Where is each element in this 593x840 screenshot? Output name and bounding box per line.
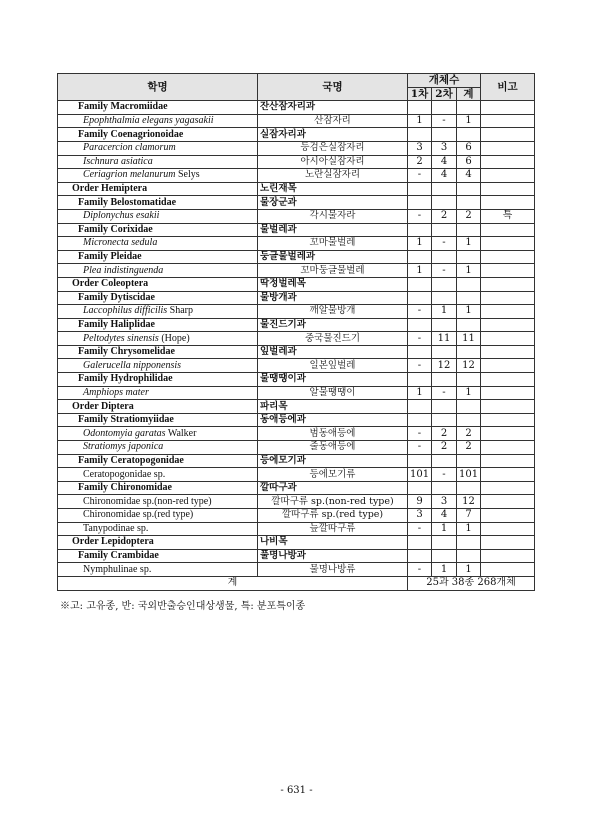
scientific-name: Family Crambidae: [78, 550, 159, 562]
first-count-cell: 1: [408, 264, 432, 278]
header-total: 계: [457, 87, 481, 101]
total-summary: 25과 38종 268개체: [408, 576, 535, 590]
note-cell: [481, 509, 535, 523]
second-count-cell: [432, 373, 457, 387]
scientific-name-cell: [58, 128, 258, 142]
scientific-name: Family Ceratopogonidae: [78, 454, 184, 466]
total-count-cell: [457, 400, 481, 414]
korean-name-cell: 등에모기류: [258, 468, 408, 482]
table-header: [58, 74, 535, 101]
scientific-name-cell: [58, 332, 258, 346]
second-count-cell: [432, 196, 457, 210]
species-row: [58, 264, 535, 278]
scientific-name: Family Stratiomyiidae: [78, 414, 174, 426]
first-count-cell: -: [408, 563, 432, 577]
header-second-survey: 2차: [432, 87, 457, 101]
scientific-name-cell: [58, 522, 258, 536]
order-row: [58, 536, 535, 550]
first-count-cell: [408, 400, 432, 414]
scientific-name: Family Haliplidae: [78, 318, 155, 330]
total-count-cell: [457, 128, 481, 142]
scientific-name-cell: [58, 318, 258, 332]
note-cell: [481, 250, 535, 264]
first-count-cell: [408, 182, 432, 196]
total-count-cell: [457, 318, 481, 332]
korean-name-cell: 나비목: [258, 536, 408, 550]
scientific-name-cell: [58, 481, 258, 495]
first-count-cell: [408, 128, 432, 142]
scientific-name-cell: [58, 155, 258, 169]
note-cell: [481, 522, 535, 536]
second-count-cell: 12: [432, 359, 457, 373]
order-row: [58, 277, 535, 291]
second-count-cell: [432, 101, 457, 115]
scientific-name: Order Lepidoptera: [72, 536, 154, 548]
scientific-name: Order Diptera: [72, 400, 134, 412]
scientific-name: Laccophilus difficilis: [83, 305, 168, 317]
scientific-name: Tanypodinae sp.: [83, 522, 149, 534]
note-cell: [481, 345, 535, 359]
total-count-cell: [457, 536, 481, 550]
species-row: [58, 495, 535, 509]
species-row: [58, 386, 535, 400]
korean-name-cell: 물장군과: [258, 196, 408, 210]
order-row: [58, 400, 535, 414]
korean-name-cell: 꼬마물벌레: [258, 237, 408, 251]
korean-name-cell: 딱정벌레목: [258, 277, 408, 291]
second-count-cell: [432, 345, 457, 359]
scientific-name-cell: [58, 549, 258, 563]
total-count-cell: 6: [457, 155, 481, 169]
scientific-name: Amphiops mater: [83, 386, 149, 398]
scientific-name-cell: [58, 345, 258, 359]
author-name: Selys: [175, 169, 200, 181]
note-cell: [481, 373, 535, 387]
family-row: [58, 481, 535, 495]
first-count-cell: [408, 277, 432, 291]
note-cell: [481, 128, 535, 142]
header-first-survey: 1차: [408, 87, 432, 101]
note-cell: [481, 223, 535, 237]
total-count-cell: 7: [457, 509, 481, 523]
first-count-cell: [408, 345, 432, 359]
first-count-cell: 9: [408, 495, 432, 509]
total-count-cell: 12: [457, 495, 481, 509]
scientific-name-cell: [58, 223, 258, 237]
scientific-name-cell: [58, 101, 258, 115]
second-count-cell: -: [432, 114, 457, 128]
family-row: [58, 250, 535, 264]
family-row: [58, 318, 535, 332]
total-count-cell: 1: [457, 563, 481, 577]
note-cell: [481, 155, 535, 169]
scientific-name: Nymphulinae sp.: [83, 563, 152, 575]
family-row: [58, 128, 535, 142]
total-count-cell: 1: [457, 386, 481, 400]
species-row: [58, 141, 535, 155]
table-body: [58, 101, 535, 577]
total-count-cell: [457, 454, 481, 468]
total-count-cell: 11: [457, 332, 481, 346]
scientific-name: Family Coenagrionoidae: [78, 128, 184, 140]
second-count-cell: 3: [432, 141, 457, 155]
scientific-name: Family Corixidae: [78, 223, 153, 235]
scientific-name-cell: [58, 495, 258, 509]
korean-name-cell: 둥글물벌레과: [258, 250, 408, 264]
note-cell: [481, 427, 535, 441]
second-count-cell: [432, 128, 457, 142]
korean-name-cell: 잔산잠자리과: [258, 101, 408, 115]
scientific-name-cell: [58, 250, 258, 264]
korean-name-cell: 중국물진드기: [258, 332, 408, 346]
species-row: [58, 441, 535, 455]
scientific-name: Family Belostomatidae: [78, 196, 177, 208]
second-count-cell: [432, 223, 457, 237]
total-count-cell: [457, 101, 481, 115]
scientific-name-cell: [58, 196, 258, 210]
first-count-cell: 3: [408, 509, 432, 523]
note-cell: [481, 400, 535, 414]
second-count-cell: 1: [432, 522, 457, 536]
total-count-cell: [457, 413, 481, 427]
species-row: [58, 305, 535, 319]
korean-name-cell: 알물땡땡이: [258, 386, 408, 400]
second-count-cell: 2: [432, 427, 457, 441]
korean-name-cell: 각시물자라: [258, 209, 408, 223]
korean-name-cell: 노란실잠자리: [258, 169, 408, 183]
korean-name-cell: 꼬마둥글물벌레: [258, 264, 408, 278]
korean-name-cell: 물명나방류: [258, 563, 408, 577]
total-count-cell: [457, 182, 481, 196]
second-count-cell: 4: [432, 509, 457, 523]
species-row: [58, 237, 535, 251]
second-count-cell: -: [432, 264, 457, 278]
korean-name-cell: 범동애등에: [258, 427, 408, 441]
scientific-name: Order Coleoptera: [72, 278, 149, 290]
korean-name-cell: 동애등에과: [258, 413, 408, 427]
korean-name-cell: 등에모기과: [258, 454, 408, 468]
scientific-name-cell: [58, 441, 258, 455]
second-count-cell: -: [432, 237, 457, 251]
scientific-name: Plea indistinguenda: [83, 264, 164, 276]
second-count-cell: [432, 291, 457, 305]
total-count-cell: 2: [457, 441, 481, 455]
korean-name-cell: 등검은실잠자리: [258, 141, 408, 155]
note-cell: [481, 196, 535, 210]
family-row: [58, 413, 535, 427]
first-count-cell: 1: [408, 114, 432, 128]
scientific-name-cell: [58, 427, 258, 441]
scientific-name: Ischnura asiatica: [83, 155, 153, 167]
korean-name-cell: 실잠자리과: [258, 128, 408, 142]
header-note: 비고: [481, 74, 535, 101]
second-count-cell: -: [432, 386, 457, 400]
scientific-name-cell: [58, 291, 258, 305]
scientific-name: Ceratopogonidae sp.: [83, 468, 166, 480]
species-row: [58, 209, 535, 223]
scientific-name: Paracercion clamorum: [83, 142, 176, 154]
scientific-name-cell: [58, 277, 258, 291]
family-row: [58, 345, 535, 359]
scientific-name-cell: [58, 359, 258, 373]
family-row: [58, 549, 535, 563]
second-count-cell: [432, 481, 457, 495]
total-count-cell: 1: [457, 264, 481, 278]
second-count-cell: 4: [432, 155, 457, 169]
first-count-cell: -: [408, 305, 432, 319]
scientific-name: Diplonychus esakii: [83, 210, 160, 222]
note-cell: [481, 318, 535, 332]
family-row: [58, 291, 535, 305]
first-count-cell: [408, 291, 432, 305]
second-count-cell: 4: [432, 169, 457, 183]
scientific-name: Peltodytes sinensis: [83, 332, 159, 344]
first-count-cell: -: [408, 522, 432, 536]
first-count-cell: 2: [408, 155, 432, 169]
scientific-name: Family Hydrophilidae: [78, 373, 173, 385]
scientific-name-cell: [58, 400, 258, 414]
note-cell: [481, 386, 535, 400]
second-count-cell: 2: [432, 209, 457, 223]
scientific-name: Epophthalmia elegans yagasakii: [83, 115, 214, 127]
second-count-cell: [432, 454, 457, 468]
note-cell: [481, 413, 535, 427]
scientific-name: Family Chrysomelidae: [78, 346, 175, 358]
total-count-cell: 2: [457, 209, 481, 223]
scientific-name-cell: [58, 373, 258, 387]
first-count-cell: [408, 373, 432, 387]
note-cell: [481, 264, 535, 278]
family-row: [58, 196, 535, 210]
first-count-cell: -: [408, 209, 432, 223]
total-count-cell: 1: [457, 237, 481, 251]
scientific-name: Odontomyia garatas: [83, 427, 166, 439]
korean-name-cell: 잎벌레과: [258, 345, 408, 359]
scientific-name-cell: [58, 413, 258, 427]
scientific-name: Order Hemiptera: [72, 183, 148, 195]
first-count-cell: [408, 250, 432, 264]
scientific-name-cell: [58, 237, 258, 251]
scientific-name-cell: [58, 468, 258, 482]
korean-name-cell: 아시아실잠자리: [258, 155, 408, 169]
note-cell: [481, 563, 535, 577]
total-count-cell: [457, 196, 481, 210]
note-cell: [481, 359, 535, 373]
korean-name-cell: 늪깔따구류: [258, 522, 408, 536]
author-name: Sharp: [167, 305, 194, 317]
first-count-cell: [408, 549, 432, 563]
korean-name-cell: 깨알물방개: [258, 305, 408, 319]
first-count-cell: -: [408, 427, 432, 441]
species-row: [58, 169, 535, 183]
note-cell: [481, 536, 535, 550]
total-count-cell: 6: [457, 141, 481, 155]
family-row: [58, 101, 535, 115]
scientific-name: Family Pleidae: [78, 251, 142, 263]
korean-name-cell: 노린재목: [258, 182, 408, 196]
note-cell: [481, 277, 535, 291]
total-label: 계: [58, 576, 408, 590]
total-count-cell: [457, 345, 481, 359]
species-table: [57, 73, 535, 591]
first-count-cell: [408, 196, 432, 210]
species-row: [58, 114, 535, 128]
species-row: [58, 468, 535, 482]
korean-name-cell: 물벌레과: [258, 223, 408, 237]
total-count-cell: 1: [457, 522, 481, 536]
author-name: Walker: [165, 427, 197, 439]
header-korean-name: 국명: [258, 74, 408, 101]
scientific-name-cell: [58, 182, 258, 196]
first-count-cell: [408, 101, 432, 115]
total-count-cell: [457, 223, 481, 237]
second-count-cell: 11: [432, 332, 457, 346]
total-row: [58, 576, 535, 590]
scientific-name: Ceriagrion melanurum: [83, 169, 176, 181]
korean-name-cell: 깔따구류 sp.(non-red type): [258, 495, 408, 509]
first-count-cell: [408, 536, 432, 550]
note-cell: [481, 549, 535, 563]
scientific-name-cell: [58, 454, 258, 468]
note-cell: [481, 332, 535, 346]
first-count-cell: [408, 413, 432, 427]
scientific-name-cell: [58, 305, 258, 319]
first-count-cell: [408, 318, 432, 332]
total-count-cell: [457, 277, 481, 291]
total-count-cell: [457, 250, 481, 264]
korean-name-cell: 줄동애등에: [258, 441, 408, 455]
note-cell: [481, 481, 535, 495]
second-count-cell: 1: [432, 563, 457, 577]
species-row: [58, 509, 535, 523]
second-count-cell: 2: [432, 441, 457, 455]
first-count-cell: [408, 223, 432, 237]
scientific-name-cell: [58, 509, 258, 523]
total-count-cell: [457, 291, 481, 305]
species-row: [58, 359, 535, 373]
order-row: [58, 182, 535, 196]
second-count-cell: -: [432, 468, 457, 482]
scientific-name-cell: [58, 264, 258, 278]
second-count-cell: 3: [432, 495, 457, 509]
second-count-cell: [432, 549, 457, 563]
second-count-cell: [432, 250, 457, 264]
note-cell: [481, 291, 535, 305]
scientific-name-cell: [58, 114, 258, 128]
footnote: ※고: 고유종, 반: 국외반출승인대상생물, 특: 분포특이종: [60, 601, 306, 612]
scientific-name-cell: [58, 169, 258, 183]
note-cell: [481, 468, 535, 482]
scientific-name-cell: [58, 563, 258, 577]
first-count-cell: -: [408, 332, 432, 346]
species-row: [58, 332, 535, 346]
second-count-cell: [432, 182, 457, 196]
note-cell: [481, 141, 535, 155]
species-row: [58, 155, 535, 169]
second-count-cell: 1: [432, 305, 457, 319]
second-count-cell: [432, 536, 457, 550]
korean-name-cell: 깔따구류 sp.(red type): [258, 509, 408, 523]
scientific-name-cell: [58, 141, 258, 155]
scientific-name: Galerucella nipponensis: [83, 359, 182, 371]
note-cell: [481, 495, 535, 509]
header-individual-count: 개체수: [408, 74, 481, 88]
total-count-cell: 1: [457, 305, 481, 319]
note-cell: [481, 441, 535, 455]
korean-name-cell: 풀명나방과: [258, 549, 408, 563]
second-count-cell: [432, 400, 457, 414]
second-count-cell: [432, 318, 457, 332]
first-count-cell: -: [408, 441, 432, 455]
total-count-cell: [457, 481, 481, 495]
korean-name-cell: 깔따구과: [258, 481, 408, 495]
korean-name-cell: 물방개과: [258, 291, 408, 305]
scientific-name: Chironomidae sp.(non-red type): [83, 495, 212, 507]
first-count-cell: 101: [408, 468, 432, 482]
scientific-name: Family Dytiscidae: [78, 291, 155, 303]
note-cell: [481, 305, 535, 319]
species-row: [58, 427, 535, 441]
scientific-name: Family Macromiidae: [78, 101, 168, 113]
first-count-cell: 1: [408, 386, 432, 400]
family-row: [58, 454, 535, 468]
species-row: [58, 563, 535, 577]
note-cell: [481, 237, 535, 251]
scientific-name-cell: [58, 536, 258, 550]
second-count-cell: [432, 413, 457, 427]
page-number: - 631 -: [280, 785, 313, 796]
author-name: (Hope): [158, 332, 190, 344]
first-count-cell: -: [408, 359, 432, 373]
note-cell: [481, 454, 535, 468]
first-count-cell: [408, 481, 432, 495]
total-count-cell: 2: [457, 427, 481, 441]
family-row: [58, 223, 535, 237]
header-scientific-name: 학명: [58, 74, 258, 101]
note-cell: [481, 101, 535, 115]
total-count-cell: 101: [457, 468, 481, 482]
korean-name-cell: 산잠자리: [258, 114, 408, 128]
note-cell: [481, 114, 535, 128]
scientific-name-cell: [58, 209, 258, 223]
scientific-name: Family Chironomidae: [78, 482, 172, 494]
family-row: [58, 373, 535, 387]
scientific-name: Micronecta sedula: [83, 237, 158, 249]
total-count-cell: [457, 373, 481, 387]
note-cell: [481, 182, 535, 196]
korean-name-cell: 파리목: [258, 400, 408, 414]
korean-name-cell: 일본잎벌레: [258, 359, 408, 373]
first-count-cell: 1: [408, 237, 432, 251]
note-cell: [481, 169, 535, 183]
scientific-name: Chironomidae sp.(red type): [83, 509, 194, 521]
total-count-cell: 4: [457, 169, 481, 183]
total-count-cell: 12: [457, 359, 481, 373]
first-count-cell: [408, 454, 432, 468]
korean-name-cell: 물땡땡이과: [258, 373, 408, 387]
scientific-name: Stratiomys japonica: [83, 441, 164, 453]
korean-name-cell: 물진드기과: [258, 318, 408, 332]
first-count-cell: 3: [408, 141, 432, 155]
first-count-cell: -: [408, 169, 432, 183]
second-count-cell: [432, 277, 457, 291]
note-cell: 특: [481, 209, 535, 223]
total-count-cell: [457, 549, 481, 563]
species-row: [58, 522, 535, 536]
scientific-name-cell: [58, 386, 258, 400]
total-count-cell: 1: [457, 114, 481, 128]
